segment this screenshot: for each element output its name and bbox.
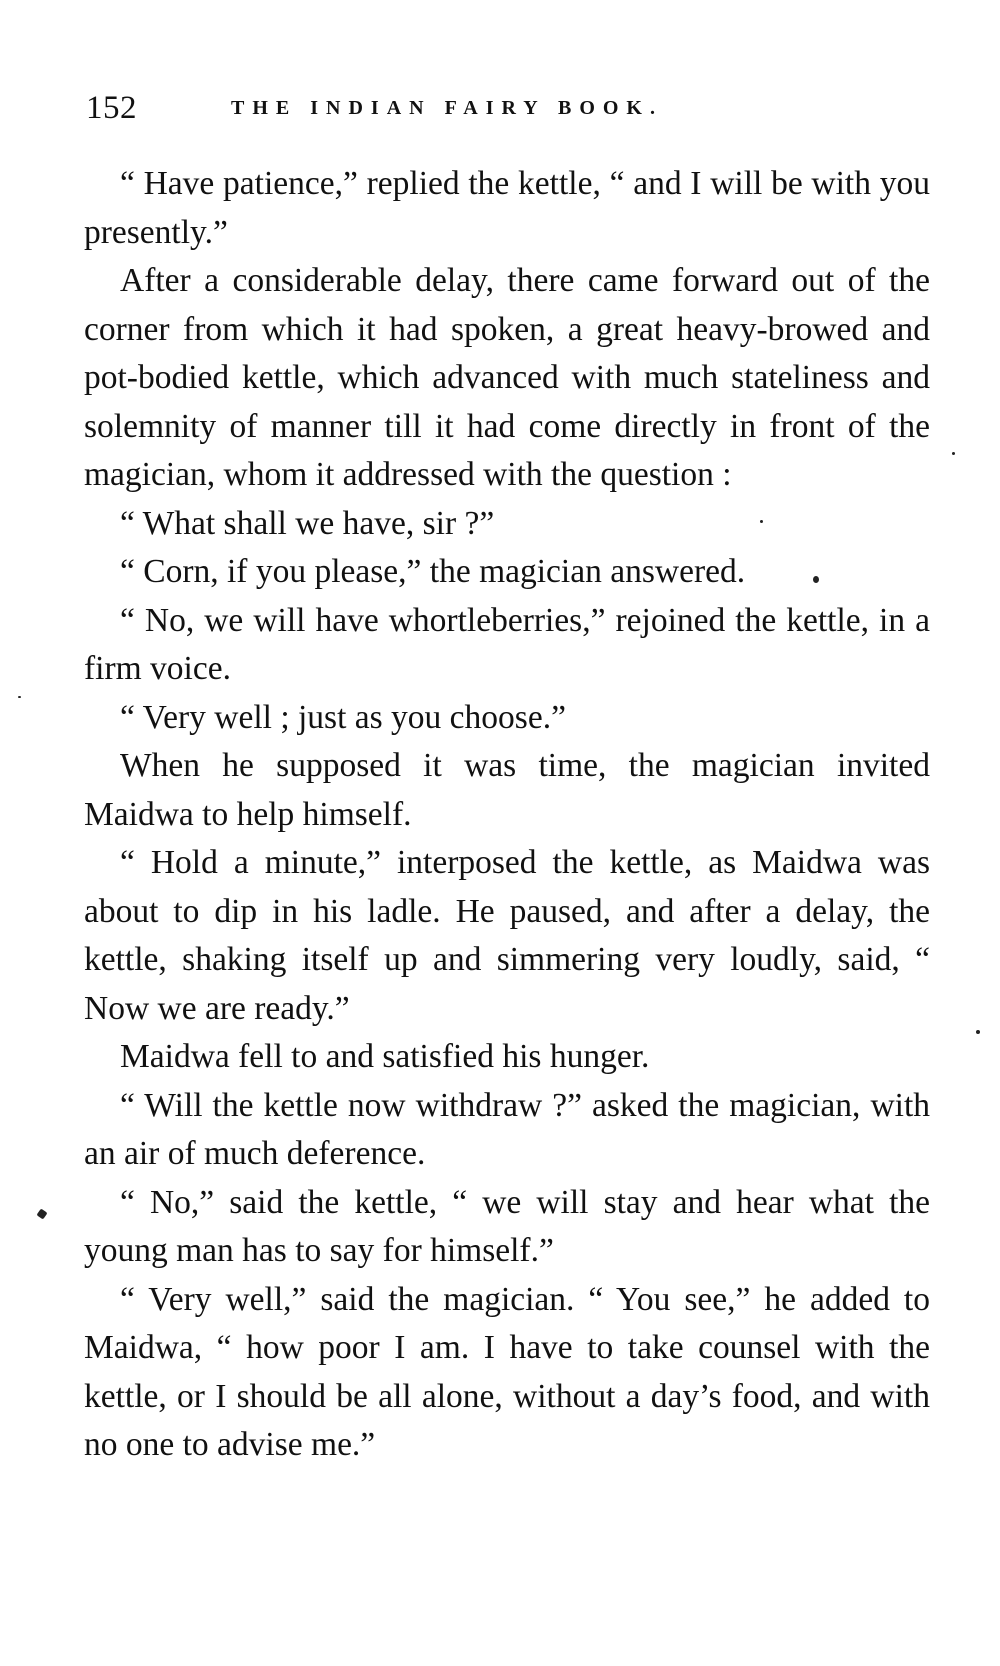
page-header [86, 88, 926, 128]
ink-speck [952, 452, 955, 455]
ink-speck [813, 576, 819, 583]
paragraph: “ What shall we have, sir ?” [120, 504, 495, 542]
paragraph: “ Hold a minute,” interposed the kettle, as Maidwa was about to dip in his ladle. He paused, and after a delay, the kettle, shaking itself up and simmering very loudly, said, “ Now we are ready.” [84, 844, 930, 1027]
paragraph: “ Corn, if you please,” the magician answered. [120, 553, 746, 590]
paragraph: Maidwa fell to and satisfied his hunger. [120, 1038, 650, 1075]
paragraph: “ No, we will have whortleberries,” rejoined the kettle, in a firm voice. [84, 601, 930, 687]
paragraph: “ No,” said the kettle, “ we will stay and hear what the young man has to say for himself.” [84, 1183, 930, 1269]
paragraph: “ Have patience,” replied the kettle, “ and I will be with you presently.” [84, 165, 930, 251]
body-text [84, 160, 930, 1470]
paragraph: After a considerable delay, there came forward out of the corner from which it had spoken, a great heavy-browed and pot-bodied kettle, which advanced with much stateliness and solemnity of manner till it had come directly in front of the magician, whom it addressed with the question : [84, 262, 930, 493]
paragraph: “ Very well ; just as you choose.” [120, 698, 566, 736]
ink-speck [18, 696, 21, 698]
page-number: 152 [86, 90, 137, 126]
paragraph: “ Will the kettle now withdraw ?” asked the magician, with an air of much deference. [84, 1086, 930, 1172]
running-title: THE INDIAN FAIRY BOOK. [231, 97, 663, 119]
paragraph: When he supposed it was time, the magician invited Maidwa to help himself. [84, 747, 930, 833]
paragraph: “ Very well,” said the magician. “ You see,” he added to Maidwa, “ how poor I am. I have to take counsel with the kettle, or I should be all alone, without a day’s food, and with no one to advise me.” [84, 1280, 930, 1463]
ink-speck [36, 1208, 47, 1219]
ink-speck [976, 1030, 980, 1034]
ink-speck [760, 520, 763, 523]
